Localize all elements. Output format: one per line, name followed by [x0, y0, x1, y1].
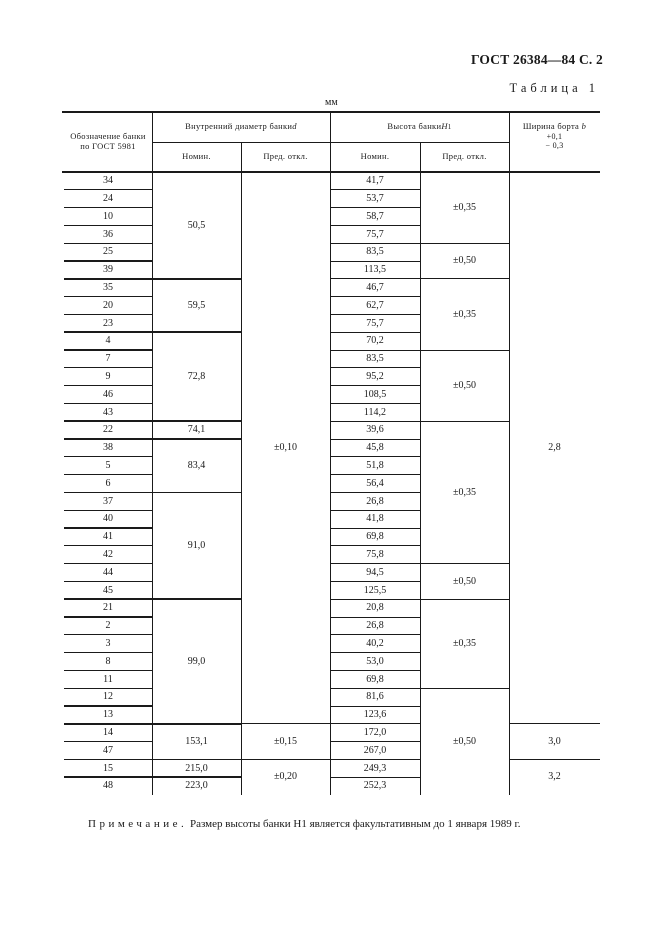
group-rule: [64, 438, 241, 440]
group-rule: [64, 278, 241, 280]
height-nominal-cell: 51,8: [366, 459, 384, 471]
header-height-tolerance: Пред. откл.: [442, 151, 487, 162]
row-rule: [64, 225, 152, 226]
height-tolerance-cell: ±0,35: [453, 637, 476, 649]
row-rule: [330, 492, 420, 493]
height-nominal-cell: 108,5: [363, 388, 387, 400]
height-nominal-cell: 62,7: [366, 299, 384, 311]
diameter-nominal-cell: 223,0: [185, 780, 208, 792]
group-rule: [420, 278, 509, 279]
row-rule: [330, 563, 420, 564]
designation-cell: 8: [105, 655, 111, 667]
designation-cell: 21: [103, 602, 113, 614]
standard-number: ГОСТ 26384—84 С. 2: [470, 52, 603, 67]
group-rule: [420, 563, 509, 564]
header-diameter-nominal: Номин.: [182, 151, 211, 162]
row-rule: [330, 652, 420, 653]
header-flange-width: Ширина борта b +0,1 − 0,3: [522, 121, 587, 151]
height-nominal-cell: 69,8: [366, 673, 384, 685]
row-rule: [330, 367, 420, 368]
row-rule: [330, 243, 420, 244]
row-rule: [64, 688, 152, 689]
group-rule: [420, 599, 509, 600]
designation-cell: 42: [103, 548, 113, 560]
group-rule: [509, 759, 600, 760]
column-divider: [241, 142, 242, 795]
designation-cell: 43: [103, 406, 113, 418]
row-rule: [330, 777, 420, 778]
row-rule: [64, 510, 152, 511]
diameter-tolerance-cell: ±0,20: [274, 771, 297, 783]
row-rule: [330, 314, 420, 315]
row-rule: [64, 367, 152, 368]
unit-label: мм: [325, 97, 338, 108]
row-rule: [64, 456, 152, 457]
flange-width-cell: 3,0: [548, 735, 561, 747]
designation-cell: 39: [103, 264, 113, 276]
row-rule: [330, 189, 420, 190]
group-rule: [64, 331, 241, 333]
height-nominal-cell: 39,6: [366, 424, 384, 436]
row-rule: [64, 545, 152, 546]
footnote-text: Размер высоты банки H1 является факультативным до 1 января 1989 г.: [189, 818, 521, 830]
row-rule: [330, 261, 420, 262]
designation-cell: 35: [103, 281, 113, 293]
designation-cell: 34: [103, 175, 113, 187]
row-rule: [64, 296, 152, 297]
height-nominal-cell: 69,8: [366, 531, 384, 543]
column-divider: [330, 112, 331, 795]
footnote-label: Примечание.: [88, 818, 188, 830]
row-rule: [330, 385, 420, 386]
designation-cell: 15: [103, 762, 113, 774]
header-designation: Обозначение банки по ГОСТ 5981: [70, 131, 146, 151]
designation-cell: 10: [103, 210, 113, 222]
designation-cell: 6: [105, 477, 111, 489]
designation-cell: 11: [103, 673, 113, 685]
height-nominal-cell: 75,8: [366, 548, 384, 560]
diameter-nominal-cell: 72,8: [187, 370, 206, 382]
designation-cell: 20: [103, 299, 113, 311]
designation-cell: 25: [103, 246, 113, 258]
height-nominal-cell: 56,4: [366, 477, 384, 489]
row-rule: [330, 456, 420, 457]
column-divider: [420, 142, 421, 795]
height-nominal-cell: 26,8: [366, 620, 384, 632]
height-nominal-cell: 46,7: [366, 281, 384, 293]
row-rule: [330, 421, 420, 422]
row-rule: [64, 207, 152, 208]
header-height-nominal: Номин.: [360, 151, 390, 162]
row-rule: [330, 510, 420, 511]
designation-cell: 23: [103, 317, 113, 329]
group-rule: [64, 776, 241, 778]
row-rule: [330, 439, 420, 440]
designation-cell: 9: [105, 370, 111, 382]
diameter-nominal-cell: 50,5: [187, 219, 206, 231]
height-nominal-cell: 267,0: [363, 744, 387, 756]
height-nominal-cell: 249,3: [363, 762, 387, 774]
diameter-nominal-cell: 83,4: [187, 459, 206, 471]
height-nominal-cell: 26,8: [366, 495, 384, 507]
row-rule: [64, 349, 152, 350]
designation-cell: 3: [105, 637, 111, 649]
row-rule: [64, 581, 152, 582]
row-rule: [330, 350, 420, 351]
row-rule: [330, 207, 420, 208]
table-label: Таблица 1: [509, 81, 599, 95]
designation-cell: 24: [103, 192, 113, 204]
designation-cell: 40: [103, 513, 113, 525]
row-rule: [64, 563, 152, 564]
header-diameter: Внутренний диаметр банки d: [185, 121, 297, 132]
row-rule: [64, 403, 152, 404]
row-rule: [330, 545, 420, 546]
height-nominal-cell: 83,5: [366, 353, 384, 365]
row-rule: [330, 759, 420, 760]
row-rule: [64, 260, 152, 261]
designation-cell: 44: [103, 566, 113, 578]
height-tolerance-cell: ±0,35: [453, 486, 476, 498]
group-rule: [241, 723, 330, 724]
group-rule: [420, 421, 509, 422]
header-height: Высота банки H 1: [387, 121, 452, 132]
height-nominal-cell: 41,7: [366, 175, 384, 187]
group-rule: [64, 598, 241, 600]
height-nominal-cell: 40,2: [366, 637, 384, 649]
row-rule: [330, 528, 420, 529]
height-nominal-cell: 94,5: [366, 566, 384, 578]
row-rule: [330, 670, 420, 671]
designation-cell: 22: [103, 424, 113, 436]
row-rule: [64, 385, 152, 386]
flange-width-cell: 2,8: [548, 442, 561, 454]
height-tolerance-cell: ±0,50: [453, 379, 476, 391]
row-rule: [330, 296, 420, 297]
height-tolerance-cell: ±0,35: [453, 308, 476, 320]
row-rule: [330, 617, 420, 618]
group-rule: [64, 420, 241, 422]
height-nominal-cell: 125,5: [363, 584, 387, 596]
row-rule: [330, 688, 420, 689]
group-rule: [64, 759, 241, 761]
designation-cell: 37: [103, 495, 113, 507]
row-rule: [64, 705, 152, 706]
designation-cell: 14: [103, 726, 113, 738]
row-rule: [330, 278, 420, 279]
row-rule: [64, 634, 152, 635]
row-rule: [330, 723, 420, 724]
designation-cell: 7: [105, 353, 111, 365]
height-nominal-cell: 252,3: [363, 780, 387, 792]
designation-cell: 48: [103, 780, 113, 792]
height-nominal-cell: 95,2: [366, 370, 384, 382]
row-rule: [330, 706, 420, 707]
row-rule: [64, 243, 152, 244]
designation-cell: 38: [103, 442, 113, 454]
row-rule: [64, 474, 152, 475]
height-tolerance-cell: ±0,50: [453, 735, 476, 747]
group-rule: [420, 243, 509, 244]
designation-cell: 46: [103, 388, 113, 400]
height-nominal-cell: 20,8: [366, 602, 384, 614]
height-nominal-cell: 75,7: [366, 317, 384, 329]
diameter-tolerance-cell: ±0,10: [274, 442, 297, 454]
footnote: [88, 818, 521, 830]
row-rule: [330, 225, 420, 226]
designation-cell: 2: [105, 620, 111, 632]
diameter-nominal-cell: 99,0: [187, 655, 206, 667]
diameter-nominal-cell: 153,1: [185, 735, 208, 747]
group-rule: [64, 723, 241, 725]
height-nominal-cell: 113,5: [363, 264, 387, 276]
group-rule: [420, 688, 509, 689]
designation-cell: 41: [103, 531, 113, 543]
group-rule: [241, 759, 330, 760]
row-rule: [64, 527, 152, 528]
height-nominal-cell: 75,7: [366, 228, 384, 240]
header-split-rule: [152, 142, 509, 143]
column-divider: [509, 112, 510, 795]
designation-cell: 13: [103, 709, 113, 721]
group-rule: [420, 350, 509, 351]
height-nominal-cell: 83,5: [366, 246, 384, 258]
designation-cell: 36: [103, 228, 113, 240]
diameter-nominal-cell: 59,5: [187, 299, 206, 311]
designation-cell: 47: [103, 744, 113, 756]
designation-cell: 12: [103, 691, 113, 703]
row-rule: [64, 741, 152, 742]
row-rule: [330, 599, 420, 600]
dimensions-table: [64, 112, 600, 792]
row-rule: [330, 581, 420, 582]
row-rule: [64, 670, 152, 671]
designation-cell: 4: [105, 335, 111, 347]
designation-cell: 5: [105, 459, 111, 471]
height-nominal-cell: 53,0: [366, 655, 384, 667]
flange-width-cell: 3,2: [548, 771, 561, 783]
height-nominal-cell: 114,2: [363, 406, 387, 418]
row-rule: [64, 652, 152, 653]
height-tolerance-cell: ±0,35: [453, 201, 476, 213]
height-nominal-cell: 123,6: [363, 709, 387, 721]
diameter-nominal-cell: 215,0: [185, 762, 208, 774]
diameter-nominal-cell: 74,1: [187, 424, 206, 436]
column-divider: [152, 112, 153, 795]
row-rule: [330, 634, 420, 635]
height-tolerance-cell: ±0,50: [453, 255, 476, 267]
row-rule: [64, 189, 152, 190]
header-diameter-tolerance: Пред. откл.: [263, 151, 308, 162]
row-rule: [330, 403, 420, 404]
height-nominal-cell: 45,8: [366, 442, 384, 454]
height-nominal-cell: 41,8: [366, 513, 384, 525]
height-nominal-cell: 53,7: [366, 192, 384, 204]
height-nominal-cell: 58,7: [366, 210, 384, 222]
diameter-tolerance-cell: ±0,15: [274, 735, 297, 747]
diameter-nominal-cell: 91,0: [187, 540, 206, 552]
row-rule: [330, 741, 420, 742]
row-rule: [330, 474, 420, 475]
height-tolerance-cell: ±0,50: [453, 575, 476, 587]
designation-cell: 45: [103, 584, 113, 596]
table-top-rule: [62, 111, 600, 112]
row-rule: [330, 332, 420, 333]
height-nominal-cell: 81,6: [366, 691, 384, 703]
row-rule: [64, 314, 152, 315]
height-nominal-cell: 70,2: [366, 335, 384, 347]
group-rule: [509, 723, 600, 724]
group-rule: [64, 492, 241, 494]
height-nominal-cell: 172,0: [363, 726, 387, 738]
row-rule: [64, 616, 152, 617]
